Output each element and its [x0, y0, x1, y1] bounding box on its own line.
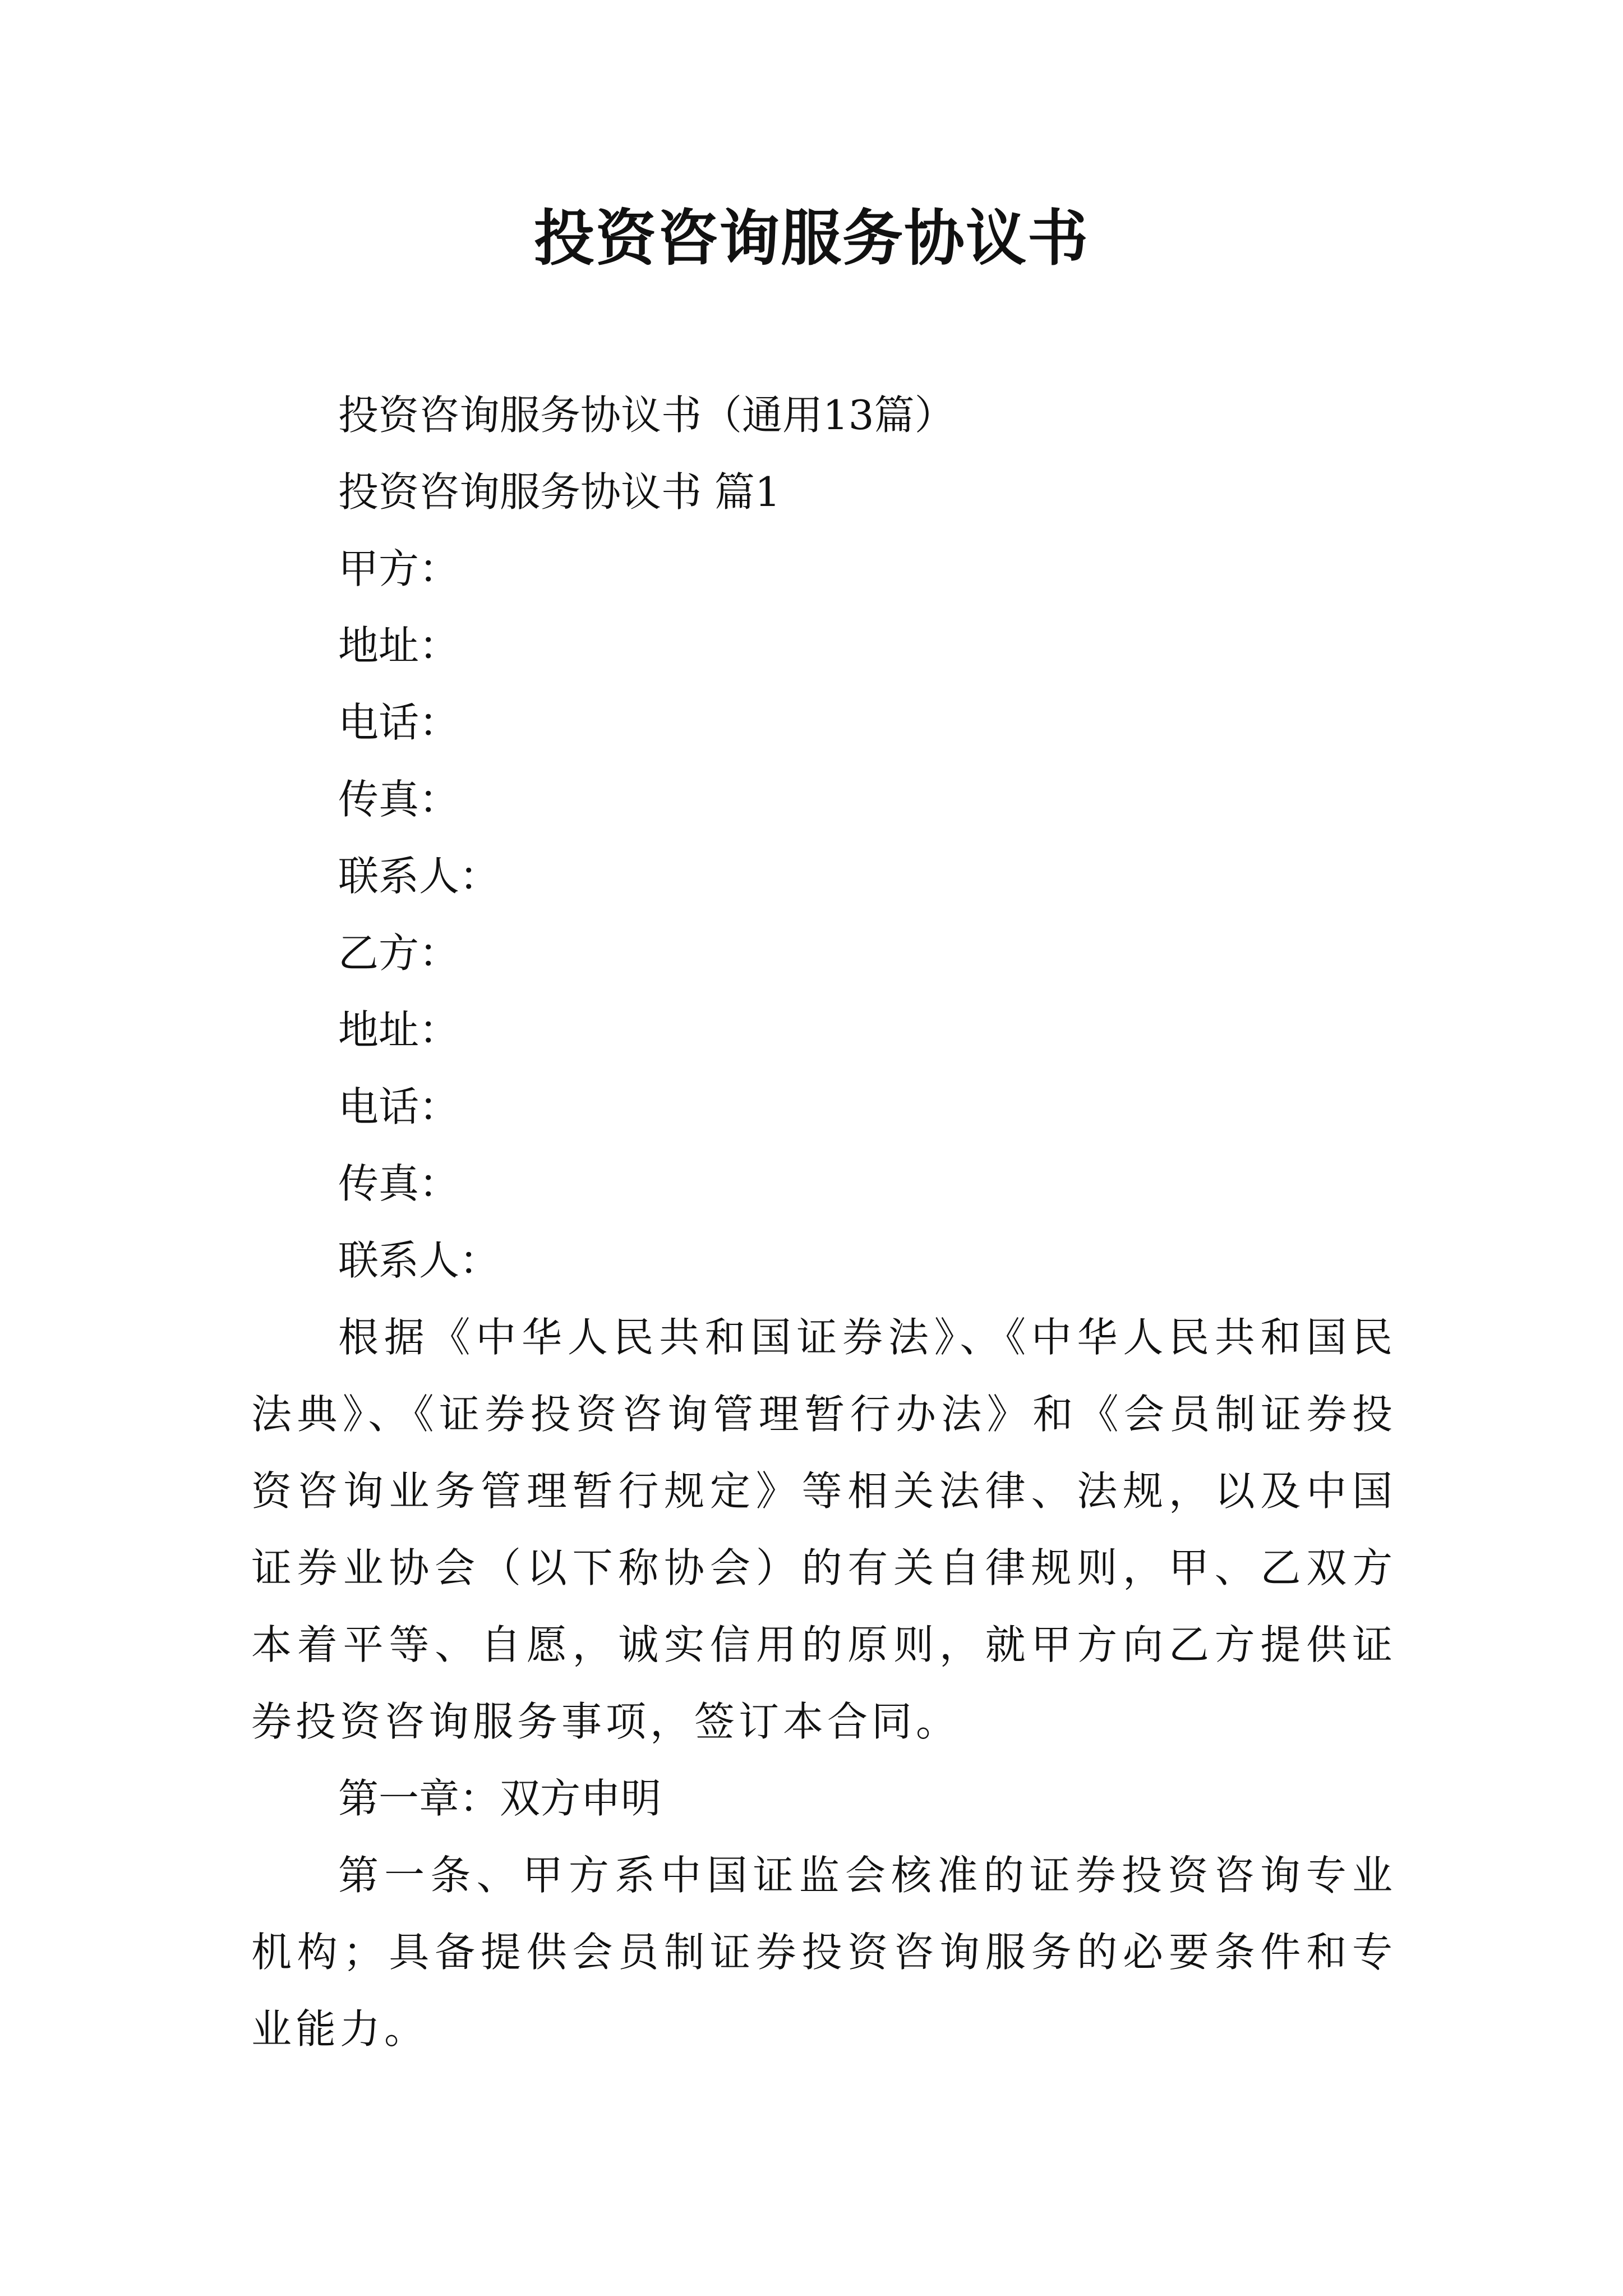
document-body — [251, 377, 1396, 2068]
party-b-contact-label: 联系人： — [338, 1237, 500, 1284]
party-a-address-label: 地址： — [338, 622, 460, 669]
party-a-contact-label: 联系人： — [338, 853, 500, 900]
party-a-fax-label: 传真： — [338, 776, 460, 823]
document-subtitle: 投资咨询服务协议书（通用13篇） — [338, 392, 955, 439]
party-b-phone-label: 电话： — [338, 1083, 460, 1130]
party-a-name-label: 甲方： — [338, 545, 460, 592]
section-heading: 投资咨询服务协议书 篇1 — [338, 468, 781, 516]
intro-paragraph: 根据《中华人民共和国证券法》、《中华人民共和国民法典》、《证券投资咨询管理暂行办法》和《会员制证券投资咨询业务管理暂行规定》等相关法律、法规，以及中国证券业协会（以下称协会）的有关自律规则，甲、乙双方本着平等、自愿，诚实信用的原则，就甲方向乙方提供证券投资咨询服务事项，签订本合同。 — [251, 1314, 1396, 1745]
chapter-heading: 第一章：双方申明 — [338, 1775, 662, 1822]
party-a-phone-label: 电话： — [338, 699, 460, 746]
party-b-fax-label: 传真： — [338, 1160, 460, 1207]
party-b-name-label: 乙方： — [338, 930, 460, 977]
article-paragraph: 第一条、甲方系中国证监会核准的证券投资咨询专业机构；具备提供会员制证券投资咨询服务的必要条件和专业能力。 — [251, 1852, 1396, 2053]
document-title: 投资咨询服务协议书 — [533, 203, 1089, 274]
party-b-address-label: 地址： — [338, 1006, 460, 1053]
